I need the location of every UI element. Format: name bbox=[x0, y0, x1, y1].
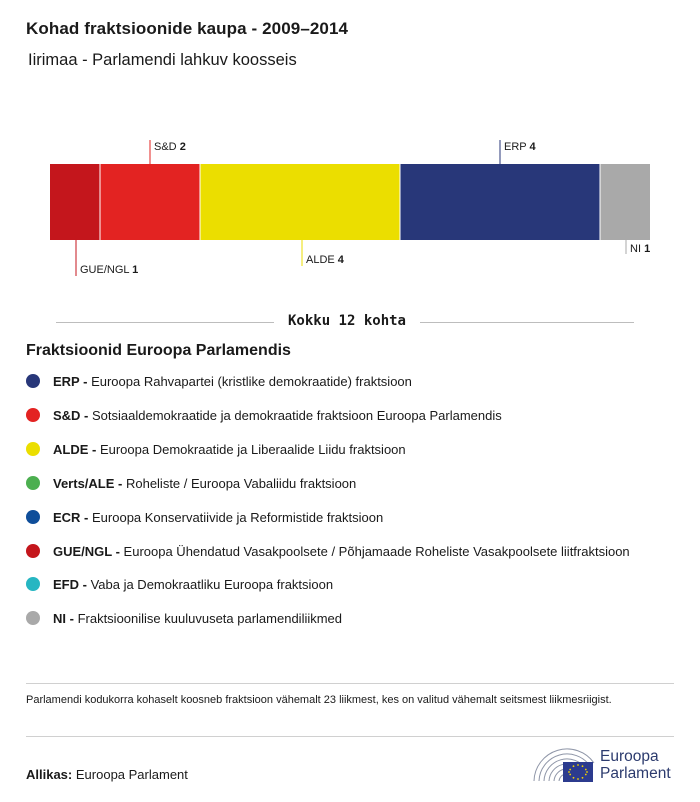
source-line bbox=[26, 767, 188, 782]
legend-abbr: NI - bbox=[53, 611, 78, 626]
legend-item bbox=[26, 509, 666, 526]
chart-subtitle: Iirimaa - Parlamendi lahkuv koosseis bbox=[28, 51, 297, 69]
bar-segment-ni bbox=[600, 164, 650, 240]
divider bbox=[26, 683, 674, 684]
legend-abbr: S&D - bbox=[53, 408, 92, 423]
seat-bar-chart bbox=[0, 120, 700, 290]
legend-text: Fraktsioonilise kuuluvuseta parlamendiliikmed bbox=[77, 611, 343, 626]
total-seats-label: Kokku 12 kohta bbox=[287, 313, 406, 329]
legend-title: Fraktsioonid Euroopa Parlamendis bbox=[26, 342, 291, 359]
segment-value: 2 bbox=[179, 141, 186, 153]
total-divider-right bbox=[420, 322, 634, 323]
legend-text: Euroopa Ühendatud Vasakpoolsete / Põhjamaade Roheliste Vasakpoolsete liitfraktsioon bbox=[123, 544, 630, 559]
legend-item bbox=[26, 543, 666, 560]
legend-abbr: ERP - bbox=[53, 374, 92, 389]
total-divider-left bbox=[56, 322, 274, 323]
segment-label-erp bbox=[504, 141, 536, 153]
legend-abbr: ECR - bbox=[53, 510, 92, 525]
legend-text: Sotsiaaldemokraatide ja demokraatide fraktsioon Euroopa Parlamendis bbox=[92, 408, 502, 423]
legend-item bbox=[26, 373, 666, 390]
legend-item bbox=[26, 610, 666, 627]
segment-name: S&D bbox=[154, 141, 180, 153]
legend-item bbox=[26, 576, 666, 593]
segment-name: ALDE bbox=[306, 254, 338, 266]
legend-text: Roheliste / Euroopa Vabaliidu fraktsioon bbox=[125, 476, 357, 491]
segment-name: ERP bbox=[504, 141, 530, 153]
segment-value: 4 bbox=[337, 254, 344, 266]
logo-line-1: Euroopa bbox=[600, 748, 659, 765]
segment-label-alde bbox=[306, 254, 345, 266]
legend-dot-icon bbox=[26, 577, 40, 591]
legend-abbr: Verts/ALE - bbox=[53, 476, 126, 491]
legend-item bbox=[26, 441, 666, 458]
legend-dot-icon bbox=[26, 408, 40, 422]
footnote: Parlamendi kodukorra kohaselt koosneb fraktsioon vähemalt 23 liikmest, kes on valitud vähemalt seitsmest liikmesriigist. bbox=[26, 694, 612, 706]
source-label: Allikas: bbox=[26, 767, 73, 782]
bar-segment-alde bbox=[200, 164, 400, 240]
parliament-logo-text bbox=[600, 748, 671, 782]
legend-dot-icon bbox=[26, 611, 40, 625]
group-legend bbox=[26, 373, 666, 644]
legend-dot-icon bbox=[26, 476, 40, 490]
source-value: Euroopa Parlament bbox=[75, 767, 188, 782]
legend-abbr: GUE/NGL - bbox=[53, 544, 124, 559]
bar-segment-s-d bbox=[100, 164, 200, 240]
legend-dot-icon bbox=[26, 544, 40, 558]
chart-title: Kohad fraktsioonide kaupa - 2009–2014 bbox=[26, 19, 349, 38]
divider bbox=[26, 736, 674, 737]
segment-value: 1 bbox=[644, 243, 651, 255]
legend-text: Euroopa Konservatiivide ja Reformistide fraktsioon bbox=[92, 510, 384, 525]
legend-text: Vaba ja Demokraatliku Euroopa fraktsioon bbox=[90, 577, 334, 592]
segment-label-gue-ngl bbox=[80, 264, 138, 276]
logo-line-2: Parlament bbox=[600, 765, 671, 782]
segment-value: 4 bbox=[529, 141, 536, 153]
segment-name: NI bbox=[630, 243, 645, 255]
legend-text: Euroopa Rahvapartei (kristlike demokraatide) fraktsioon bbox=[91, 374, 412, 389]
segment-label-ni bbox=[630, 243, 650, 255]
segment-name: GUE/NGL bbox=[80, 264, 133, 276]
legend-dot-icon bbox=[26, 374, 40, 388]
legend-abbr: EFD - bbox=[53, 577, 91, 592]
legend-abbr: ALDE - bbox=[53, 442, 100, 457]
legend-dot-icon bbox=[26, 510, 40, 524]
bar-segment-gue-ngl bbox=[50, 164, 100, 240]
legend-text: Euroopa Demokraatide ja Liberaalide Liidu fraktsioon bbox=[99, 442, 406, 457]
legend-item bbox=[26, 407, 666, 424]
legend-dot-icon bbox=[26, 442, 40, 456]
segment-label-s-d bbox=[154, 141, 186, 153]
legend-item bbox=[26, 475, 666, 492]
segment-value: 1 bbox=[132, 264, 139, 276]
bar-segment-erp bbox=[400, 164, 600, 240]
